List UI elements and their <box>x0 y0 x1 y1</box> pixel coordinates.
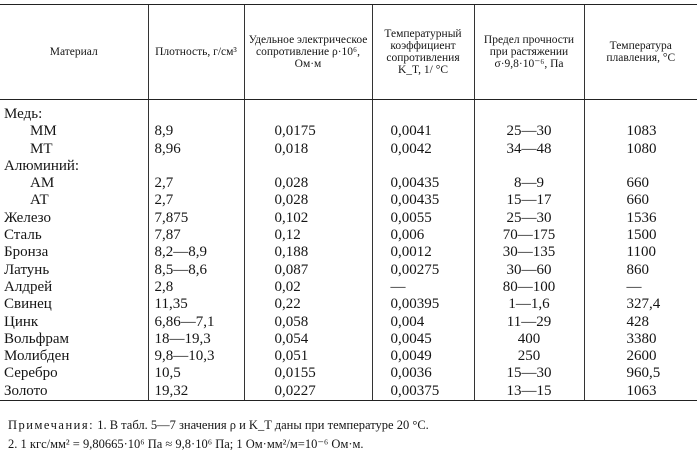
cell-melting: 1080 <box>584 141 697 158</box>
header-density: Плотность, г/см³ <box>148 5 244 100</box>
cell-material: МТ <box>30 140 53 157</box>
header-row <box>0 5 697 100</box>
table-row <box>0 365 697 382</box>
cell-strength <box>474 158 584 175</box>
cell-strength <box>474 100 584 124</box>
cell-temp-coeff: 0,00435 <box>372 175 474 192</box>
cell-melting: 660 <box>584 175 697 192</box>
cell-material: Алюминий: <box>4 157 80 174</box>
cell-resistivity: 0,058 <box>244 314 372 331</box>
cell-temp-coeff: 0,0041 <box>372 123 474 140</box>
cell-resistivity: 0,054 <box>244 331 372 348</box>
cell-strength: 13—15 <box>474 383 584 401</box>
cell-material: Вольфрам <box>4 330 70 347</box>
table-row <box>0 314 697 331</box>
cell-melting: 1083 <box>584 123 697 140</box>
table-row <box>0 158 697 175</box>
header-melting: Температура плавления, °C <box>584 5 697 100</box>
cell-temp-coeff: 0,0055 <box>372 210 474 227</box>
header-material: Материал <box>0 5 148 100</box>
header-temp-coeff: Температурный коэффициент сопротивления K_T, 1/ °C <box>372 5 474 100</box>
cell-density: 2,8 <box>148 279 244 296</box>
cell-melting: 660 <box>584 192 697 209</box>
header-strength: Предел прочности при растяжении σ·9,8·10⁻⁶, Па <box>474 5 584 100</box>
table-row <box>0 296 697 313</box>
cell-resistivity: 0,22 <box>244 296 372 313</box>
cell-strength: 1—1,6 <box>474 296 584 313</box>
cell-melting: 860 <box>584 262 697 279</box>
cell-density: 7,87 <box>148 227 244 244</box>
cell-temp-coeff: 0,004 <box>372 314 474 331</box>
cell-resistivity: 0,087 <box>244 262 372 279</box>
cell-material: Сталь <box>4 227 42 244</box>
cell-melting: 428 <box>584 314 697 331</box>
cell-density <box>148 100 244 124</box>
cell-material: ММ <box>30 123 57 140</box>
cell-temp-coeff: 0,00435 <box>372 192 474 209</box>
cell-melting <box>584 158 697 175</box>
properties-table <box>0 4 697 401</box>
cell-temp-coeff: 0,0045 <box>372 331 474 348</box>
cell-material: Золото <box>0 383 148 401</box>
cell-resistivity <box>244 100 372 124</box>
cell-density: 10,5 <box>148 365 244 382</box>
header-resistivity: Удельное электрическое сопротивление ρ·10⁶, Ом·м <box>244 5 372 100</box>
cell-strength: 25—30 <box>474 123 584 140</box>
table-row <box>0 192 697 209</box>
cell-density: 6,86—7,1 <box>148 314 244 331</box>
cell-temp-coeff: 0,0042 <box>372 141 474 158</box>
cell-strength: 15—17 <box>474 192 584 209</box>
cell-material: Железо <box>4 209 51 226</box>
cell-melting: 1500 <box>584 227 697 244</box>
cell-strength: 25—30 <box>474 210 584 227</box>
cell-resistivity: 0,0175 <box>244 123 372 140</box>
cell-melting: 2600 <box>584 348 697 365</box>
cell-strength: 34—48 <box>474 141 584 158</box>
cell-material: Серебро <box>4 365 58 382</box>
note-1: 1. В табл. 5—7 значения ρ и K_T даны при температуре 20 °C. <box>97 418 429 432</box>
cell-density: 19,32 <box>148 383 244 401</box>
cell-temp-coeff: 0,00375 <box>372 383 474 401</box>
cell-density: 2,7 <box>148 192 244 209</box>
cell-resistivity: 0,02 <box>244 279 372 296</box>
note-line-1 <box>8 416 429 435</box>
cell-resistivity: 0,0155 <box>244 365 372 382</box>
cell-density <box>148 158 244 175</box>
cell-strength: 400 <box>474 331 584 348</box>
cell-resistivity: 0,188 <box>244 244 372 261</box>
table-row <box>0 100 697 124</box>
cell-melting: 3380 <box>584 331 697 348</box>
cell-density: 8,96 <box>148 141 244 158</box>
cell-density: 8,2—8,9 <box>148 244 244 261</box>
cell-material: Молибден <box>4 348 70 365</box>
note-2: 2. 1 кгс/мм² = 9,80665·10⁶ Па ≈ 9,8·10⁶ Па; 1 Ом·мм²/м=10⁻⁶ Ом·м. <box>8 437 364 451</box>
cell-strength: 11—29 <box>474 314 584 331</box>
cell-temp-coeff <box>372 158 474 175</box>
cell-density: 2,7 <box>148 175 244 192</box>
cell-melting: 1100 <box>584 244 697 261</box>
cell-melting: 327,4 <box>584 296 697 313</box>
cell-resistivity: 0,0227 <box>244 383 372 401</box>
cell-density: 7,875 <box>148 210 244 227</box>
table-row <box>0 383 697 401</box>
table-row <box>0 141 697 158</box>
cell-material: АТ <box>30 192 49 209</box>
cell-resistivity: 0,028 <box>244 192 372 209</box>
table-notes <box>8 416 429 454</box>
cell-strength: 15—30 <box>474 365 584 382</box>
table-row <box>0 279 697 296</box>
cell-density: 9,8—10,3 <box>148 348 244 365</box>
table-row <box>0 244 697 261</box>
cell-strength: 8—9 <box>474 175 584 192</box>
cell-material: Цинк <box>4 313 39 330</box>
cell-material: Латунь <box>4 261 50 278</box>
cell-resistivity <box>244 158 372 175</box>
cell-resistivity: 0,018 <box>244 141 372 158</box>
cell-density: 18—19,3 <box>148 331 244 348</box>
cell-material: АМ <box>30 175 55 192</box>
cell-material: Алдрей <box>4 278 53 295</box>
cell-temp-coeff: 0,0012 <box>372 244 474 261</box>
cell-temp-coeff: 0,00395 <box>372 296 474 313</box>
cell-strength: 30—135 <box>474 244 584 261</box>
cell-temp-coeff: 0,0049 <box>372 348 474 365</box>
table-row <box>0 175 697 192</box>
cell-strength: 250 <box>474 348 584 365</box>
cell-density: 8,5—8,6 <box>148 262 244 279</box>
table-row <box>0 262 697 279</box>
cell-strength: 30—60 <box>474 262 584 279</box>
cell-melting: — <box>584 279 697 296</box>
table-row <box>0 331 697 348</box>
cell-temp-coeff: 0,00275 <box>372 262 474 279</box>
cell-density: 11,35 <box>148 296 244 313</box>
table-row <box>0 348 697 365</box>
cell-strength: 70—175 <box>474 227 584 244</box>
cell-temp-coeff: 0,006 <box>372 227 474 244</box>
cell-melting: 1536 <box>584 210 697 227</box>
cell-material: Медь: <box>4 106 43 122</box>
cell-resistivity: 0,102 <box>244 210 372 227</box>
cell-melting: 960,5 <box>584 365 697 382</box>
cell-strength: 80—100 <box>474 279 584 296</box>
cell-density: 8,9 <box>148 123 244 140</box>
notes-label: Примечания: <box>8 418 95 432</box>
cell-melting <box>584 100 697 124</box>
cell-temp-coeff: 0,0036 <box>372 365 474 382</box>
cell-temp-coeff <box>372 100 474 124</box>
table-row <box>0 123 697 140</box>
cell-material: Свинец <box>4 296 52 313</box>
cell-material: Бронза <box>4 244 49 261</box>
table-row <box>0 227 697 244</box>
table-row <box>0 210 697 227</box>
cell-resistivity: 0,028 <box>244 175 372 192</box>
cell-melting: 1063 <box>584 383 697 401</box>
cell-resistivity: 0,12 <box>244 227 372 244</box>
cell-resistivity: 0,051 <box>244 348 372 365</box>
cell-temp-coeff: — <box>372 279 474 296</box>
